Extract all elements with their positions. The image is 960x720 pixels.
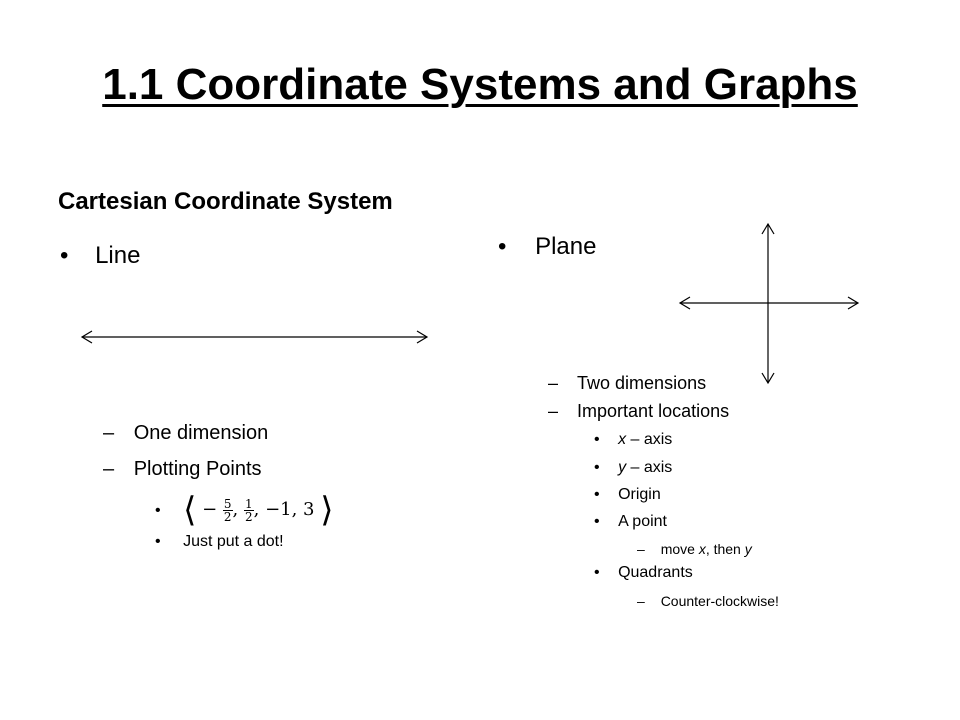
line-heading: Line [95,242,141,269]
sub-important-locations [548,401,729,422]
quadrants-label: Quadrants [618,564,693,581]
dash-icon: – [548,401,559,421]
fraction-one-half [244,498,254,523]
bullet-icon: • [498,233,507,260]
number-line [82,331,427,343]
dash-icon: – [103,458,115,480]
x-var: x [618,431,627,448]
point-note-pre: move [660,541,699,557]
close-angle: ⟩ [320,490,334,530]
cartesian-plane [680,224,858,383]
bullet-icon: • [594,459,600,476]
frac-den: 2 [223,509,232,524]
bullet-icon: • [594,564,600,581]
section-subtitle: Cartesian Coordinate System [58,188,393,215]
comma: , [232,499,239,520]
y-var: y [618,459,627,476]
frac-num: 5 [223,496,232,511]
frac-num: 1 [245,496,253,511]
item-x-axis [594,431,672,449]
minus-sign: − [202,499,218,520]
plane-heading: Plane [535,233,597,260]
points-set-item [155,490,334,530]
item-quadrants [594,564,693,582]
quadrant-note [637,593,779,609]
sub-one-dimension-label: One dimension [133,422,269,444]
item-origin [594,486,661,504]
item-y-axis [594,459,672,477]
dash-icon: – [637,541,645,557]
dot-note-item [155,533,284,551]
a-point-label: A point [618,513,667,530]
page-title: 1.1 Coordinate Systems and Graphs [102,60,858,109]
sub-one-dimension [103,422,268,445]
sub-important-locations-label: Important locations [577,401,730,421]
dash-icon: – [637,593,645,609]
bullet-icon: • [155,502,161,519]
bullet-icon: • [60,242,69,269]
dot-note-label: Just put a dot! [183,533,284,550]
point-note-y: y [744,541,752,557]
y-axis-label: – axis [626,459,673,476]
bullet-icon: • [594,431,600,448]
item-a-point [594,513,667,531]
x-axis-label: – axis [626,431,673,448]
quadrant-note-label: Counter-clockwise! [660,593,779,609]
point-note-x: x [698,541,706,557]
fraction-five-halves [223,498,233,523]
dash-icon: – [548,373,559,393]
points-rest: , −1, 3 [253,499,315,520]
dash-icon: – [103,422,115,444]
open-angle: ⟨ [183,490,197,530]
bullet-icon: • [594,513,600,530]
point-note [637,541,752,557]
sub-plotting-points-label: Plotting Points [133,458,262,480]
origin-label: Origin [618,486,661,503]
bullet-plane [498,233,596,261]
bullet-icon: • [594,486,600,503]
sub-plotting-points [103,458,262,481]
bullet-icon: • [155,533,161,550]
points-set [183,490,334,530]
point-note-mid: , then [705,541,745,557]
sub-two-dimensions [548,373,706,394]
sub-two-dimensions-label: Two dimensions [577,373,707,393]
frac-den: 2 [245,509,253,524]
